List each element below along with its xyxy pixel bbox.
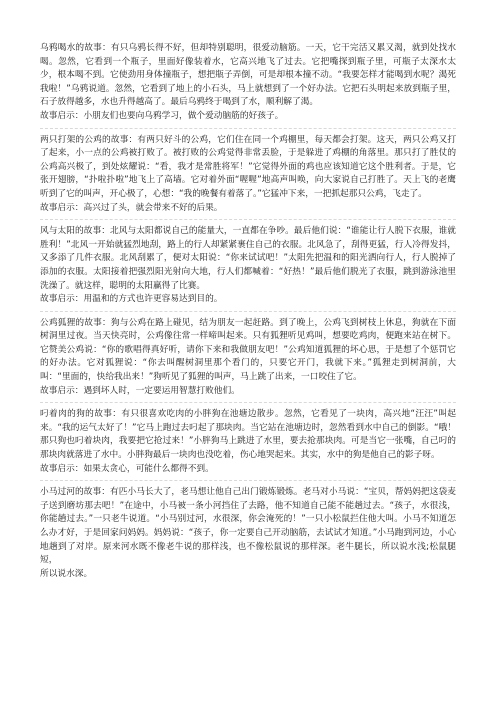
story-pony-crossing-river xyxy=(40,486,456,586)
story-rooster-and-fox xyxy=(40,317,456,404)
story-text: 叼着肉的狗的故事：有只很喜欢吃肉的小胖狗在池塘边散步。忽然，它看见了一块肉，高兴地“汪汪”叫起来。“我的运气太好了！”它马上跑过去叼起了那块肉。当它站在池塘边时，忽然看到水中自己的倒影。“哦！那只狗也叼着块肉，我要把它抢过来！”小胖狗马上跳进了水里，要去抢那块肉。可是当它一张嘴，自己叼的那块肉就落进了水中。小胖狗最后一块肉也没吃着，伤心地哭起来。其实，水中的狗是他自己的影子呀。 xyxy=(40,409,456,461)
story-text: 小马过河的故事：有匹小马长大了，老马想让他自己出门锻炼锻炼。老马对小马说：“宝贝，帮妈妈把这袋麦子送到磨坊那去吧！”在途中，小马被一条小河挡住了去路，他不知道自己能不能趟过去。“孩子，水很浅，你能趟过去。”一只老牛说道。“小马别过河，水很深，你会淹死的！”一只小松鼠拦住他大叫。小马不知道怎么办才好，于是回家问妈妈。妈妈说：“孩子，你一定要自己开动脑筋，去试试才知道。”小马跑到河边，小心地趟到了对岸。原来河水既不像老牛说的那样浅，也不像松鼠说的那样深。老牛腿长，所以说水浅;松鼠腿短， xyxy=(40,487,456,566)
story-crow-drinking-water xyxy=(40,42,456,129)
story-moral: 故事启示：如果太贪心，可能什么都得不到。 xyxy=(40,463,214,474)
story-moral: 故事启示：小朋友们也要向乌鸦学习，做个爱动脑筋的好孩子。 xyxy=(40,110,284,121)
story-text: 乌鸦喝水的故事：有只乌鸦长得不好，但却特别聪明，很爱动脑筋。一天，它干完活又累又渴，就到处找水喝。忽然，它看到一个瓶子，里面好像装着水，它高兴地飞了过去。它把嘴探到瓶子里，可瓶子太深水太少，根本喝不到。它使劲用身体撞瓶子，想把瓶子弄倒，可是却根本撞不动。“我要怎样才能喝到水呢？渴死我啦！”乌鸦说道。忽然，它看到了地上的小石头，马上就想到了一个好办法。它把石头明起来放到瓶子里，石子放得越多，水也升得越高了。最后乌鸦终于喝到了水，顺利解了渴。 xyxy=(40,43,456,108)
story-moral: 故事启示：遇到坏人时，一定要运用智慧打败他们。 xyxy=(40,385,240,396)
story-moral: 故事启示：用温和的方式也许更容易达到目的。 xyxy=(40,294,223,305)
story-moral: 故事启示：高兴过了头，就会带来不好的后果。 xyxy=(40,202,223,213)
story-text: 风与太阳的故事：北风与太阳都说自己的能量大，一直都在争吵。最后他们说：“谁能让行人脱下衣服，谁就胜利！”北风一开始就猛烈地刮，路上的行人却紧紧裹住自己的衣服。北风急了，刮得更猛，行人冷得发抖，又多添了几件衣服。北风刮累了，便对太阳说：“你来试试吧！”太阳先把温和的阳光洒向行人，行人脱掉了添加的衣服。太阳接着把强烈阳光射向大地，行人们都喊着：“好热！”最后他们脱光了衣服，跳到游泳池里洗澡了。就这样，聪明的太阳赢得了比赛。 xyxy=(40,226,456,291)
story-closing-line: 所以说水深。 xyxy=(40,568,93,579)
story-dog-with-meat xyxy=(40,408,456,481)
story-text: 两只打架的公鸡的故事：有两只好斗的公鸡，它们住在同一个鸡棚里，每天都会打架。这天，两只公鸡又打了起来，小一点的公鸡被打败了。被打败的公鸡觉得非常丢脸，于是躲进了鸡棚的角落里。那只打了胜仗的公鸡高兴极了，到处炫耀说：“看，我才是常胜将军！”它觉得外面的鸡也应该知道它这个胜利者。于是，它张开翅膀，“扑啦扑啦”地飞上了高墙。它对着外面“喔喔”地高声叫唤，向大家说自己打胜了。天上飞的老鹰听到了它的叫声，开心极了，心想：“我的晚餐有着落了。”它猛冲下来，一把抓起那只公鸡，飞走了。 xyxy=(40,134,456,199)
story-text: 公鸡狐狸的故事：狗与公鸡在路上碰见，结为朋友一起赶路。到了晚上，公鸡飞到树枝上休息，狗就在下面树洞里过夜。当天快亮时，公鸡像往常一样啼叫起来。只有狐狸听见鸡叫，想要吃鸡肉，便跑来站在树下。它赞美公鸡说：“你的歌唱得真好听，请你下来和我做朋友吧！”公鸡知道狐狸的坏心思，于是想了个惩罚它的好办法。它对狐狸说：“你去叫醒树洞里那个看门的，只要它开门，我就下来。”狐狸走到树洞前，大叫：“里面的，快给我出来！”狗听见了狐狸的叫声，马上跳了出来，一口咬住了它。 xyxy=(40,317,456,383)
story-two-fighting-roosters xyxy=(40,134,456,221)
story-wind-and-sun xyxy=(40,225,456,312)
